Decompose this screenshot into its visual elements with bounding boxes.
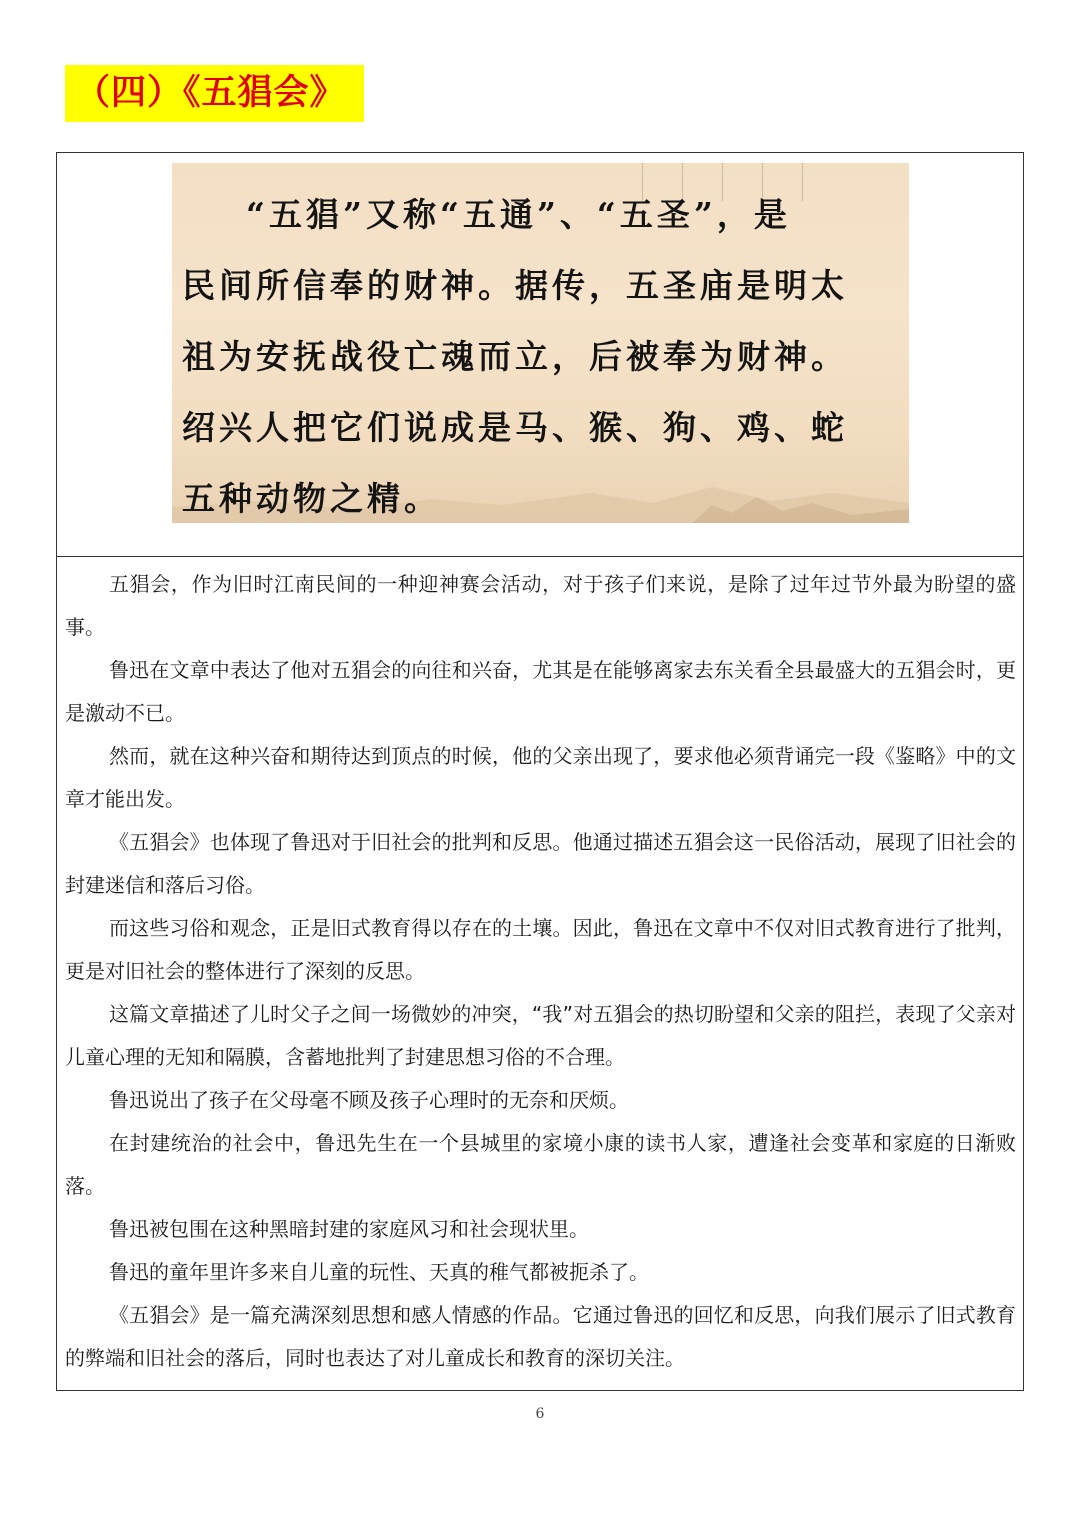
paragraph: 鲁迅的童年里许多来自儿童的玩性、天真的稚气都被扼杀了。 xyxy=(109,1260,649,1284)
calligraphy-line: “五猖”又称“五通”、“五圣”，是 xyxy=(246,195,791,234)
page-number: 6 xyxy=(535,1406,545,1422)
calligraphy-line: 五种动物之精。 xyxy=(182,479,441,518)
paragraph: 鲁迅说出了孩子在父母毫不顾及孩子心理时的无奈和厌烦。 xyxy=(109,1088,629,1112)
paragraph: 五猖会，作为旧时江南民间的一种迎神赛会活动，对于孩子们来说，是除了过年过节外最为盼望的盛事。 xyxy=(65,572,1016,639)
paragraph: 《五猖会》是一篇充满深刻思想和感人情感的作品。它通过鲁迅的回忆和反思，向我们展示了旧式教育的弊端和旧社会的落后，同时也表达了对儿童成长和教育的深切关注。 xyxy=(65,1303,1016,1370)
content-table xyxy=(56,152,1024,1391)
paragraph: 《五猖会》也体现了鲁迅对于旧社会的批判和反思。他通过描述五猖会这一民俗活动，展现了旧社会的封建迷信和落后习俗。 xyxy=(65,830,1016,897)
calligraphy-image xyxy=(172,163,909,523)
calligraphy-line: 民间所信奉的财神。据传，五圣庙是明太 xyxy=(182,266,848,305)
paragraph: 而这些习俗和观念，正是旧式教育得以存在的土壤。因此，鲁迅在文章中不仅对旧式教育进行了批判，更是对旧社会的整体进行了深刻的反思。 xyxy=(65,916,1016,983)
paragraph: 这篇文章描述了儿时父子之间一场微妙的冲突，“我”对五猖会的热切盼望和父亲的阻拦，表现了父亲对儿童心理的无知和隔膜，含蓄地批判了封建思想习俗的不合理。 xyxy=(65,1002,1016,1069)
paragraph: 鲁迅在文章中表达了他对五猖会的向往和兴奋，尤其是在能够离家去东关看全县最盛大的五猖会时，更是激动不已。 xyxy=(65,658,1016,725)
paragraph: 在封建统治的社会中，鲁迅先生在一个县城里的家境小康的读书人家，遭逢社会变革和家庭的日渐败落。 xyxy=(65,1131,1016,1198)
calligraphy-text xyxy=(182,179,902,523)
section-title: （四）《五猖会》 xyxy=(65,65,364,122)
calligraphy-line: 绍兴人把它们说成是马、猴、狗、鸡、蛇 xyxy=(182,408,848,447)
table-divider xyxy=(57,556,1023,557)
paragraph: 然而，就在这种兴奋和期待达到顶点的时候，他的父亲出现了，要求他必须背诵完一段《鉴略》中的文章才能出发。 xyxy=(65,744,1016,811)
paragraph: 鲁迅被包围在这种黑暗封建的家庭风习和社会现状里。 xyxy=(109,1217,589,1241)
body-text xyxy=(65,563,1016,1380)
calligraphy-line: 祖为安抚战役亡魂而立，后被奉为财神。 xyxy=(182,337,848,376)
